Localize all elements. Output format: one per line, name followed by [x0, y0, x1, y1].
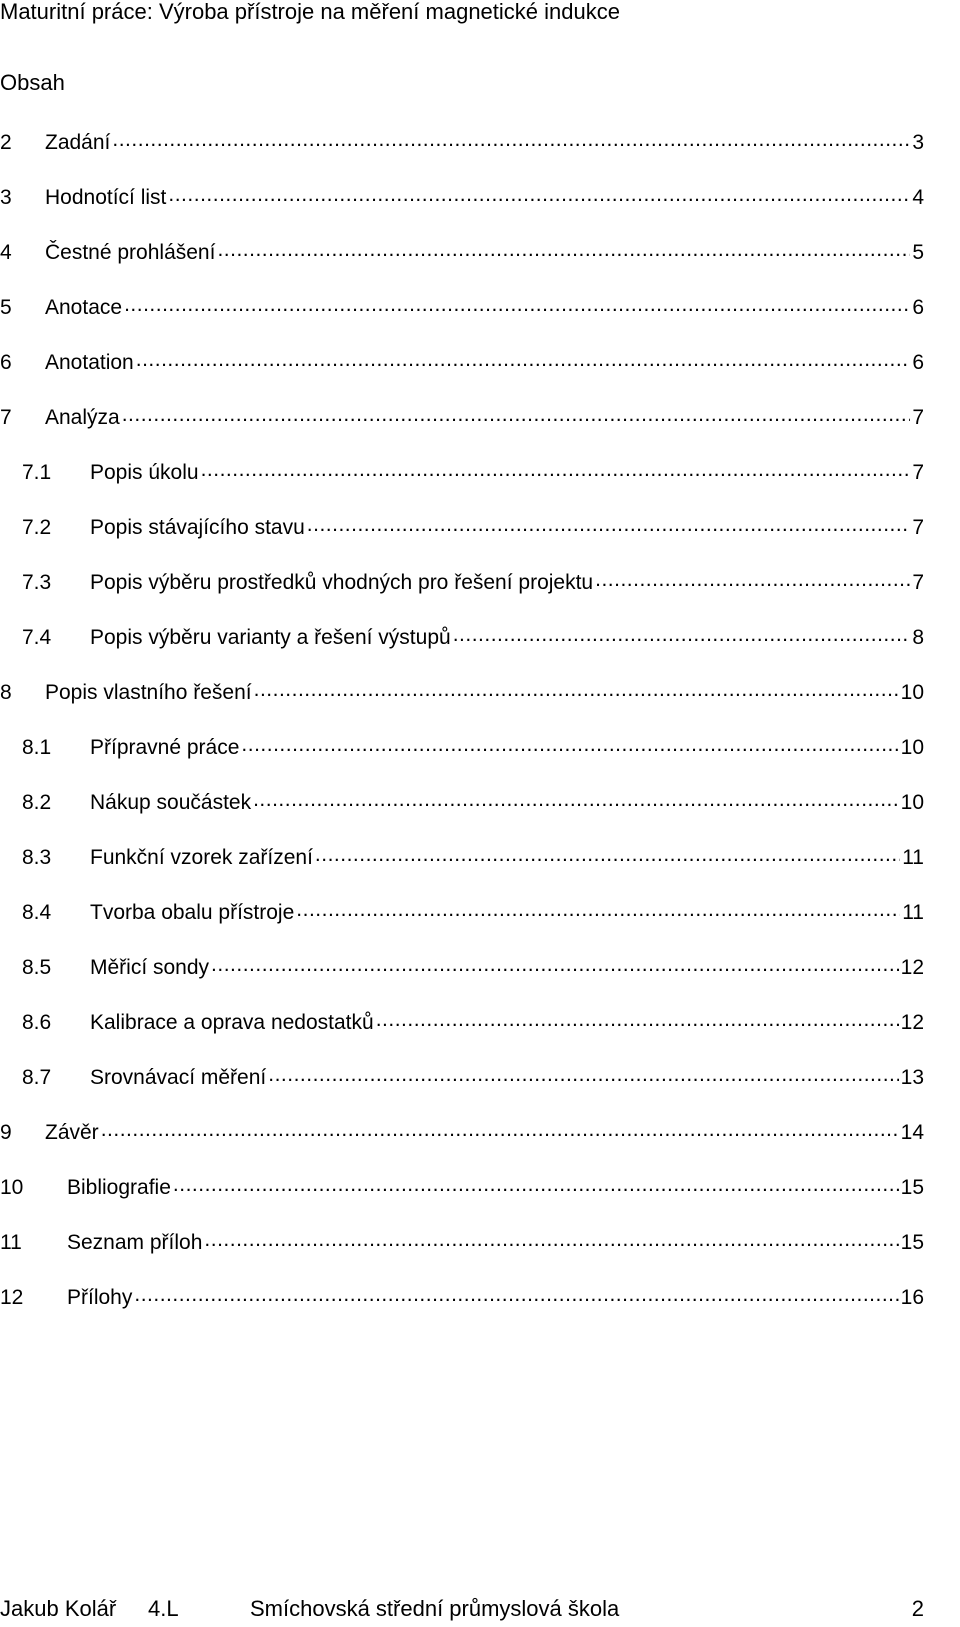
- footer-school: Smíchovská střední průmyslová škola: [250, 1596, 620, 1621]
- toc-leader-dots: [315, 842, 900, 868]
- toc-entry-page: 15: [900, 1231, 924, 1254]
- toc-entry-title: Popis stávajícího stavu: [90, 516, 305, 539]
- toc-leader-dots: [296, 897, 900, 923]
- toc-entry-page: 7: [912, 516, 924, 539]
- toc-subentry[interactable]: [0, 843, 960, 871]
- toc-entry-number: 6: [0, 351, 12, 374]
- toc-subentry[interactable]: [0, 788, 960, 816]
- toc-leader-dots: [253, 787, 899, 813]
- toc-leader-dots: [124, 292, 910, 318]
- footer-class: 4.L: [148, 1596, 179, 1621]
- toc-leader-dots: [595, 567, 910, 593]
- toc-subentry[interactable]: [0, 1008, 960, 1036]
- toc-entry-number: 8.4: [22, 901, 52, 924]
- toc-entry-number: 11: [0, 1231, 22, 1254]
- toc-entry-page: 5: [912, 241, 924, 264]
- toc-entry-page: 3: [912, 131, 924, 154]
- toc-leader-dots: [136, 347, 911, 373]
- toc-entry-page: 16: [900, 1286, 924, 1309]
- toc-entry-title: Bibliografie: [67, 1176, 171, 1199]
- toc-subentry[interactable]: [0, 623, 960, 651]
- toc-subentry[interactable]: [0, 898, 960, 926]
- toc-entry-title: Funkční vzorek zařízení: [90, 846, 313, 869]
- toc-entry-number: 8.1: [22, 736, 52, 759]
- toc-leader-dots: [168, 182, 910, 208]
- toc-entry-number: 8.5: [22, 956, 52, 979]
- toc-entry-title: Popis výběru prostředků vhodných pro řešení projektu: [90, 571, 594, 594]
- toc-leader-dots: [453, 622, 911, 648]
- toc-entry-title: Popis výběru varianty a řešení výstupů: [90, 626, 451, 649]
- toc-subentry[interactable]: [0, 458, 960, 486]
- toc-entry-page: 10: [900, 681, 924, 704]
- toc-leader-dots: [217, 237, 910, 263]
- document-title: Maturitní práce: Výroba přístroje na měření magnetické indukce: [0, 0, 620, 24]
- toc-subentry[interactable]: [0, 1063, 960, 1091]
- toc-entry-title: Čestné prohlášení: [45, 241, 216, 264]
- toc-entry-page: 6: [912, 296, 924, 319]
- toc-entry-number: 7.2: [22, 516, 52, 539]
- toc-entry-page: 12: [900, 956, 924, 979]
- toc-entry-number: 3: [0, 186, 12, 209]
- toc-leader-dots: [134, 1282, 898, 1308]
- toc-entry-page: 4: [912, 186, 924, 209]
- toc-entry-number: 8.2: [22, 791, 52, 814]
- toc-entry-title: Anotace: [45, 296, 123, 319]
- toc-entry-page: 7: [912, 571, 924, 594]
- toc-entry-number: 2: [0, 131, 12, 154]
- toc-subentry[interactable]: [0, 568, 960, 596]
- toc-entry-number: 7: [0, 406, 12, 429]
- toc-entry[interactable]: [0, 1228, 960, 1256]
- toc-entry-page: 11: [902, 846, 924, 869]
- toc-entry[interactable]: [0, 1283, 960, 1311]
- toc-leader-dots: [307, 512, 911, 538]
- toc-entry-title: Tvorba obalu přístroje: [90, 901, 295, 924]
- toc-entry[interactable]: [0, 678, 960, 706]
- toc-entry-number: 5: [0, 296, 12, 319]
- toc-entry-page: 15: [900, 1176, 924, 1199]
- toc-entry-page: 6: [912, 351, 924, 374]
- page-footer: [0, 1596, 960, 1624]
- toc-entry-number: 7.1: [22, 461, 52, 484]
- toc-entry-title: Závěr: [45, 1121, 99, 1144]
- toc-entry-page: 10: [900, 791, 924, 814]
- toc-entry[interactable]: [0, 1173, 960, 1201]
- toc-leader-dots: [112, 127, 910, 153]
- toc-entry-title: Přípravné práce: [90, 736, 240, 759]
- footer-page-number: 2: [911, 1596, 924, 1621]
- toc-leader-dots: [376, 1007, 899, 1033]
- toc-entry[interactable]: [0, 403, 960, 431]
- toc-entry-page: 10: [900, 736, 924, 759]
- toc-entry-title: Přílohy: [67, 1286, 133, 1309]
- toc-entry-title: Kalibrace a oprava nedostatků: [90, 1011, 374, 1034]
- toc-leader-dots: [204, 1227, 898, 1253]
- toc-entry[interactable]: [0, 1118, 960, 1146]
- toc-entry-title: Měřicí sondy: [90, 956, 210, 979]
- footer-author: Jakub Kolář: [0, 1596, 117, 1621]
- toc-entry-title: Popis úkolu: [90, 461, 199, 484]
- toc-entry-page: 11: [902, 901, 924, 924]
- toc-entry-title: Seznam příloh: [67, 1231, 203, 1254]
- toc-entry-title: Srovnávací měření: [90, 1066, 267, 1089]
- toc-leader-dots: [268, 1062, 898, 1088]
- toc-entry-page: 7: [912, 461, 924, 484]
- toc-subentry[interactable]: [0, 513, 960, 541]
- toc-entry-number: 8.6: [22, 1011, 52, 1034]
- toc-entry-number: 8: [0, 681, 12, 704]
- toc-entry-number: 12: [0, 1286, 24, 1309]
- toc-entry-page: 8: [912, 626, 924, 649]
- toc-entry-page: 13: [900, 1066, 924, 1089]
- toc-heading: Obsah: [0, 70, 65, 95]
- toc-entry-number: 8.3: [22, 846, 52, 869]
- toc-entry-number: 4: [0, 241, 12, 264]
- toc-entry-number: 7.4: [22, 626, 52, 649]
- toc-entry-title: Nákup součástek: [90, 791, 252, 814]
- toc-entry-number: 9: [0, 1121, 12, 1144]
- toc-leader-dots: [122, 402, 911, 428]
- toc-entry-title: Popis vlastního řešení: [45, 681, 252, 704]
- toc-leader-dots: [241, 732, 898, 758]
- toc-entry-page: 12: [900, 1011, 924, 1034]
- toc-leader-dots: [211, 952, 899, 978]
- toc-subentry[interactable]: [0, 733, 960, 761]
- toc-entry[interactable]: [0, 183, 960, 211]
- toc-entry-number: 8.7: [22, 1066, 52, 1089]
- toc-entry-number: 7.3: [22, 571, 52, 594]
- toc-entry[interactable]: [0, 348, 960, 376]
- toc-entry-number: 10: [0, 1176, 24, 1199]
- toc-entry-page: 7: [912, 406, 924, 429]
- toc-entry-page: 14: [900, 1121, 924, 1144]
- toc-leader-dots: [201, 457, 911, 483]
- toc-leader-dots: [173, 1172, 899, 1198]
- toc-entry[interactable]: [0, 128, 960, 156]
- toc-leader-dots: [254, 677, 899, 703]
- page-header: [0, 0, 960, 24]
- toc-entry-title: Hodnotící list: [45, 186, 167, 209]
- toc-entry-title: Anotation: [45, 351, 134, 374]
- toc-entry-title: Zadání: [45, 131, 111, 154]
- toc-subentry[interactable]: [0, 953, 960, 981]
- toc-entry-title: Analýza: [45, 406, 120, 429]
- toc-entry[interactable]: [0, 293, 960, 321]
- toc-leader-dots: [101, 1117, 899, 1143]
- toc-entry[interactable]: [0, 238, 960, 266]
